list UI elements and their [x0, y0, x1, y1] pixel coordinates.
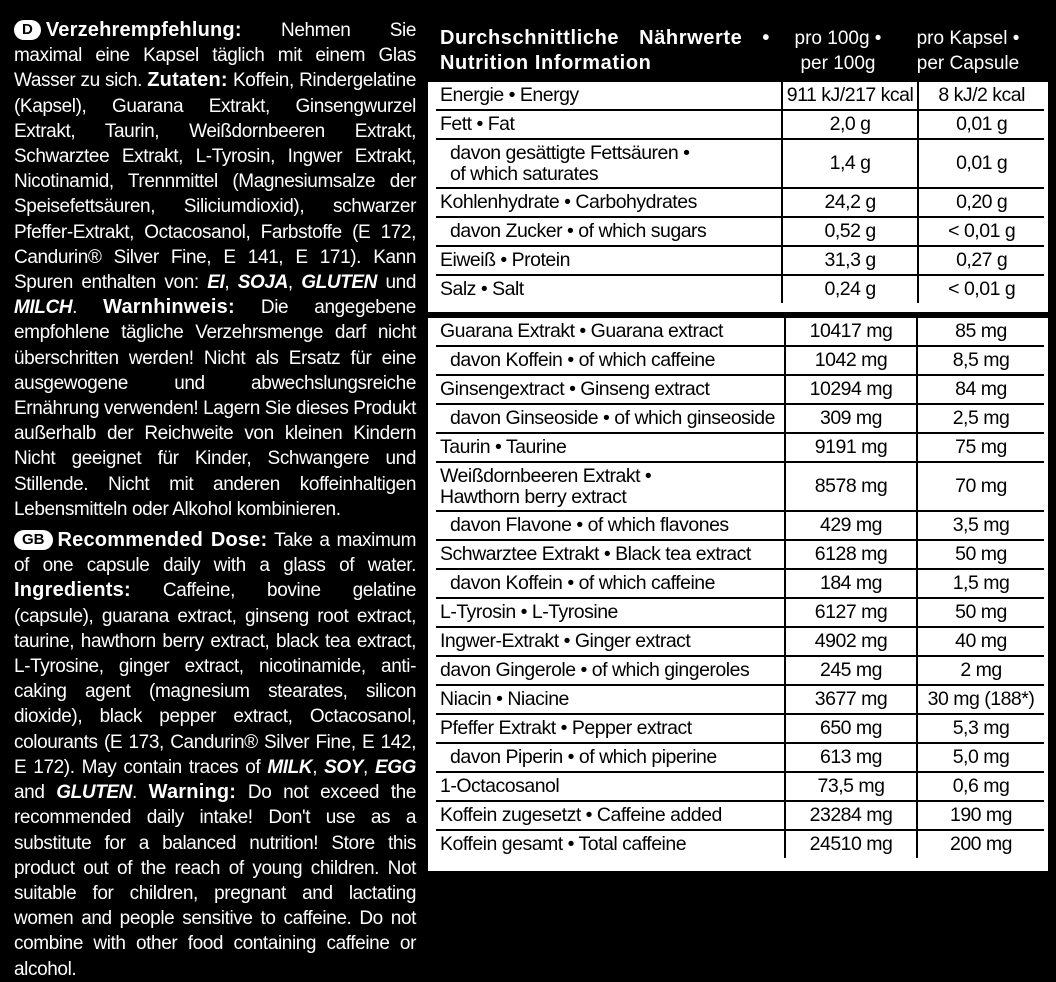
de-allergen: EI	[207, 272, 225, 294]
gb-dose-heading: Recommended Dose:	[57, 529, 268, 552]
de-dose-text: Nehmen Sie maximal eine Kapsel täglich mit einem Glas Wasser zu sich.	[14, 20, 416, 92]
row-label	[436, 627, 785, 656]
gb-allergen: SOY	[324, 756, 364, 778]
nutrition-values-block	[428, 82, 1048, 312]
de-allergen: MILCH	[14, 297, 73, 319]
value-per-capsule: 0,6 mg	[917, 772, 1044, 801]
value-per-capsule: 5,0 mg	[917, 743, 1044, 772]
value-per-capsule: 0,01 g	[918, 110, 1044, 139]
value-per-100g: 309 mg	[785, 404, 917, 433]
value-per-capsule: 2,5 mg	[917, 404, 1044, 433]
row-label-text: davon Koffein • of which caffeine	[450, 349, 715, 371]
value-per-capsule: 50 mg	[917, 598, 1044, 627]
row-label	[436, 462, 785, 511]
value-per-capsule: 0,01 g	[918, 139, 1044, 188]
row-label	[436, 246, 782, 275]
row-label	[436, 714, 785, 743]
row-label-text: of which saturates	[450, 162, 599, 185]
row-label-text: davon Piperin • of which piperine	[450, 746, 717, 768]
separator: ,	[312, 756, 325, 778]
row-label	[436, 346, 785, 375]
value-per-100g: 8578 mg	[785, 462, 917, 511]
table-row	[436, 656, 1044, 685]
value-per-100g: 23284 mg	[785, 801, 917, 830]
table-header	[428, 16, 1048, 80]
row-label	[436, 275, 782, 303]
value-per-capsule: 75 mg	[917, 433, 1044, 462]
row-label	[436, 656, 785, 685]
value-per-capsule: 0,27 g	[918, 246, 1044, 275]
separator: ,	[224, 272, 238, 294]
separator: ,	[287, 272, 302, 294]
value-per-capsule: 84 mg	[917, 375, 1044, 404]
value-per-100g: 245 mg	[785, 656, 917, 685]
value-per-100g: 0,52 g	[782, 217, 919, 246]
separator: and	[14, 782, 57, 804]
column-header-per-capsule	[888, 26, 1048, 76]
table-row	[436, 404, 1044, 433]
row-label-text: Salz • Salt	[440, 278, 524, 300]
row-label	[436, 188, 782, 217]
row-label	[436, 375, 785, 404]
separator: und	[377, 272, 416, 294]
value-per-capsule: 2 mg	[917, 656, 1044, 685]
row-label	[436, 743, 785, 772]
value-per-100g: 0,24 g	[782, 275, 919, 303]
column-header-line: per 100g	[800, 53, 876, 74]
column-header-line: per Capsule	[916, 53, 1020, 74]
value-per-capsule: 1,5 mg	[917, 569, 1044, 598]
row-label-text: davon Flavone • of which flavones	[450, 514, 729, 536]
table-title: Durchschnittliche Nährwerte • Nutrition Information	[440, 27, 770, 74]
row-label-text: Koffein zugesetzt • Caffeine added	[440, 804, 722, 826]
row-label-text: Fett • Fat	[440, 113, 515, 135]
row-label	[436, 540, 785, 569]
de-allergen: GLUTEN	[301, 272, 377, 294]
english-section	[14, 528, 416, 982]
value-per-100g: 10417 mg	[785, 318, 917, 346]
value-per-capsule: 85 mg	[917, 318, 1044, 346]
gb-dose-text: Take a maximum of one capsule daily with a glass of water.	[14, 530, 416, 577]
row-label	[436, 801, 785, 830]
value-per-100g: 4902 mg	[785, 627, 917, 656]
row-label	[436, 569, 785, 598]
row-label-text: davon Zucker • of which sugars	[450, 220, 707, 242]
table-row	[436, 685, 1044, 714]
value-per-100g: 24,2 g	[782, 188, 919, 217]
value-per-capsule: 0,20 g	[918, 188, 1044, 217]
separator: .	[131, 782, 137, 804]
table-row	[436, 462, 1044, 511]
value-per-capsule: 3,5 mg	[917, 511, 1044, 540]
row-label-text: Weißdornbeeren Extrakt •	[440, 464, 652, 487]
row-label-text: Ingwer-Extrakt • Ginger extract	[440, 630, 691, 652]
ingredients-values-table	[436, 318, 1044, 858]
row-label	[436, 433, 785, 462]
table-row	[436, 433, 1044, 462]
german-badge: D	[14, 20, 41, 40]
value-per-100g: 31,3 g	[782, 246, 919, 275]
table-row	[436, 375, 1044, 404]
value-per-capsule: 190 mg	[917, 801, 1044, 830]
row-label	[436, 511, 785, 540]
row-label-text: Schwarztee Extrakt • Black tea extract	[440, 543, 751, 565]
gb-warning-text: Do not exceed the recommended daily intake! Don't use as a substitute for a balanced nutrition! Store this product out of the reach of young children. Not suitable for children, pregnant and lactating women and people sensitive to caffeine. Do not combine with other food containing caffeine or alcohol.	[14, 782, 416, 980]
table-row	[436, 627, 1044, 656]
table-row	[436, 743, 1044, 772]
value-per-capsule: 8 kJ/2 kcal	[918, 82, 1044, 110]
value-per-100g: 3677 mg	[785, 685, 917, 714]
value-per-100g: 184 mg	[785, 569, 917, 598]
german-section	[14, 18, 416, 522]
value-per-100g: 6127 mg	[785, 598, 917, 627]
row-label-text: davon Gingerole • of which gingeroles	[440, 659, 750, 681]
value-per-100g: 10294 mg	[785, 375, 917, 404]
separator: .	[72, 297, 78, 319]
table-row	[436, 801, 1044, 830]
de-dose-heading: Verzehrempfehlung:	[45, 19, 242, 41]
table-row	[436, 318, 1044, 346]
gb-warning-heading: Warning:	[148, 781, 237, 804]
column-header-line: pro 100g •	[794, 28, 882, 49]
label-text-column	[14, 18, 416, 980]
row-label	[436, 685, 785, 714]
gb-allergen: GLUTEN	[56, 782, 132, 804]
value-per-100g: 650 mg	[785, 714, 917, 743]
row-label-text: davon Ginseoside • of which ginseoside	[450, 407, 775, 429]
value-per-capsule: 5,3 mg	[917, 714, 1044, 743]
value-per-100g: 6128 mg	[785, 540, 917, 569]
row-label	[436, 318, 785, 346]
value-per-100g: 613 mg	[785, 743, 917, 772]
row-label-text: Taurin • Taurine	[440, 436, 567, 458]
table-row	[436, 540, 1044, 569]
row-label-text: Hawthorn berry extract	[440, 485, 627, 508]
gb-ingredients-text: Caffeine, bovine gelatine (capsule), guarana extract, ginseng root extract, taurine, hawthorn berry extract, black tea extract, L-Tyrosine, ginger extract, nicotinamide, anti-caking agent (magnesium stearates, silicon dioxide), black pepper extract, Octacosanol, colourants (E 173, Candurin® Silver Fine, E 142, E 172). May contain traces of	[14, 580, 416, 778]
value-per-capsule: 30 mg (188*)	[917, 685, 1044, 714]
table-row	[436, 830, 1044, 858]
de-warning-heading: Warnhinweis:	[103, 296, 235, 319]
de-ingredients-heading: Zutaten:	[147, 69, 228, 92]
separator: ,	[363, 756, 375, 778]
value-per-capsule: 50 mg	[917, 540, 1044, 569]
row-label	[436, 830, 785, 858]
de-warning-text: Die angegebene empfohlene tägliche Verzehrsmenge darf nicht überschritten werden! Nicht als Ersatz für eine ausgewogene und abwechslungsreiche Ernährung verwenden! Lagern Sie dieses Produkt außerhalb der Reichweite von kleinen Kindern Nicht geeignet für Kinder, Schwangere und Stillende. Nicht mit anderen koffeinhaltigen Lebensmitteln oder Alkohol kombinieren.	[14, 297, 416, 520]
value-per-100g: 911 kJ/217 kcal	[782, 82, 919, 110]
gb-allergen: MILK	[267, 756, 313, 778]
row-label-text: Pfeffer Extrakt • Pepper extract	[440, 717, 692, 739]
value-per-100g: 9191 mg	[785, 433, 917, 462]
row-label	[436, 82, 782, 110]
row-label-text: davon gesättigte Fettsäuren •	[450, 141, 690, 164]
table-row	[436, 217, 1044, 246]
row-label	[436, 404, 785, 433]
row-label	[436, 217, 782, 246]
row-label-text: L-Tyrosin • L-Tyrosine	[440, 601, 618, 623]
value-per-capsule: < 0,01 g	[918, 275, 1044, 303]
row-label-text: 1-Octacosanol	[440, 775, 560, 797]
row-label	[436, 110, 782, 139]
value-per-100g: 24510 mg	[785, 830, 917, 858]
value-per-100g: 1,4 g	[782, 139, 919, 188]
table-row	[436, 598, 1044, 627]
row-label-text: Energie • Energy	[440, 84, 579, 106]
table-row	[436, 246, 1044, 275]
value-per-100g: 1042 mg	[785, 346, 917, 375]
table-row	[436, 346, 1044, 375]
nutrition-panel	[428, 16, 1048, 871]
table-row	[436, 110, 1044, 139]
table-row	[436, 139, 1044, 188]
table-row	[436, 82, 1044, 110]
row-label-text: Niacin • Niacine	[440, 688, 569, 710]
table-row	[436, 188, 1044, 217]
value-per-capsule: 8,5 mg	[917, 346, 1044, 375]
gb-ingredients-heading: Ingredients:	[14, 579, 131, 602]
row-label-text: Eiweiß • Protein	[440, 249, 570, 271]
value-per-capsule: 70 mg	[917, 462, 1044, 511]
value-per-capsule: 200 mg	[917, 830, 1044, 858]
nutrition-values-table	[436, 82, 1044, 303]
english-badge: GB	[14, 530, 53, 550]
row-label	[436, 598, 785, 627]
gb-allergen: EGG	[374, 756, 416, 778]
row-label-text: Guarana Extrakt • Guarana extract	[440, 320, 723, 342]
de-ingredients-text: Koffein, Rindergelatine (Kapsel), Guarana Extrakt, Ginsengwurzel Extrakt, Taurin, Weißdornbeeren Extrakt, Schwarztee Extrakt, L-Tyrosin, Ingwer Extrakt, Nicotinamid, Trennmittel (Magnesiumsalze der Speisefettsäuren, Siliciumdioxid), schwarzer Pfeffer-Extrakt, Octacosanol, Farbstoffe (E 172, Candurin® Silver Fine, E 141, E 171). Kann Spuren enthalten von:	[14, 70, 416, 294]
de-allergen: SOJA	[237, 272, 288, 294]
value-per-100g: 429 mg	[785, 511, 917, 540]
table-row	[436, 772, 1044, 801]
row-label-text: Kohlenhydrate • Carbohydrates	[440, 191, 697, 213]
value-per-100g: 73,5 mg	[785, 772, 917, 801]
row-label-text: davon Koffein • of which caffeine	[450, 572, 715, 594]
value-per-capsule: 40 mg	[917, 627, 1044, 656]
table-row	[436, 275, 1044, 303]
table-row	[436, 511, 1044, 540]
row-label	[436, 139, 782, 188]
table-row	[436, 714, 1044, 743]
row-label-text: Koffein gesamt • Total caffeine	[440, 833, 687, 855]
table-row	[436, 569, 1044, 598]
row-label-text: Ginsengextract • Ginseng extract	[440, 378, 710, 400]
row-label	[436, 772, 785, 801]
value-per-100g: 2,0 g	[782, 110, 919, 139]
column-header-line: pro Kapsel •	[916, 28, 1020, 49]
ingredients-values-block	[428, 318, 1048, 871]
value-per-capsule: < 0,01 g	[918, 217, 1044, 246]
